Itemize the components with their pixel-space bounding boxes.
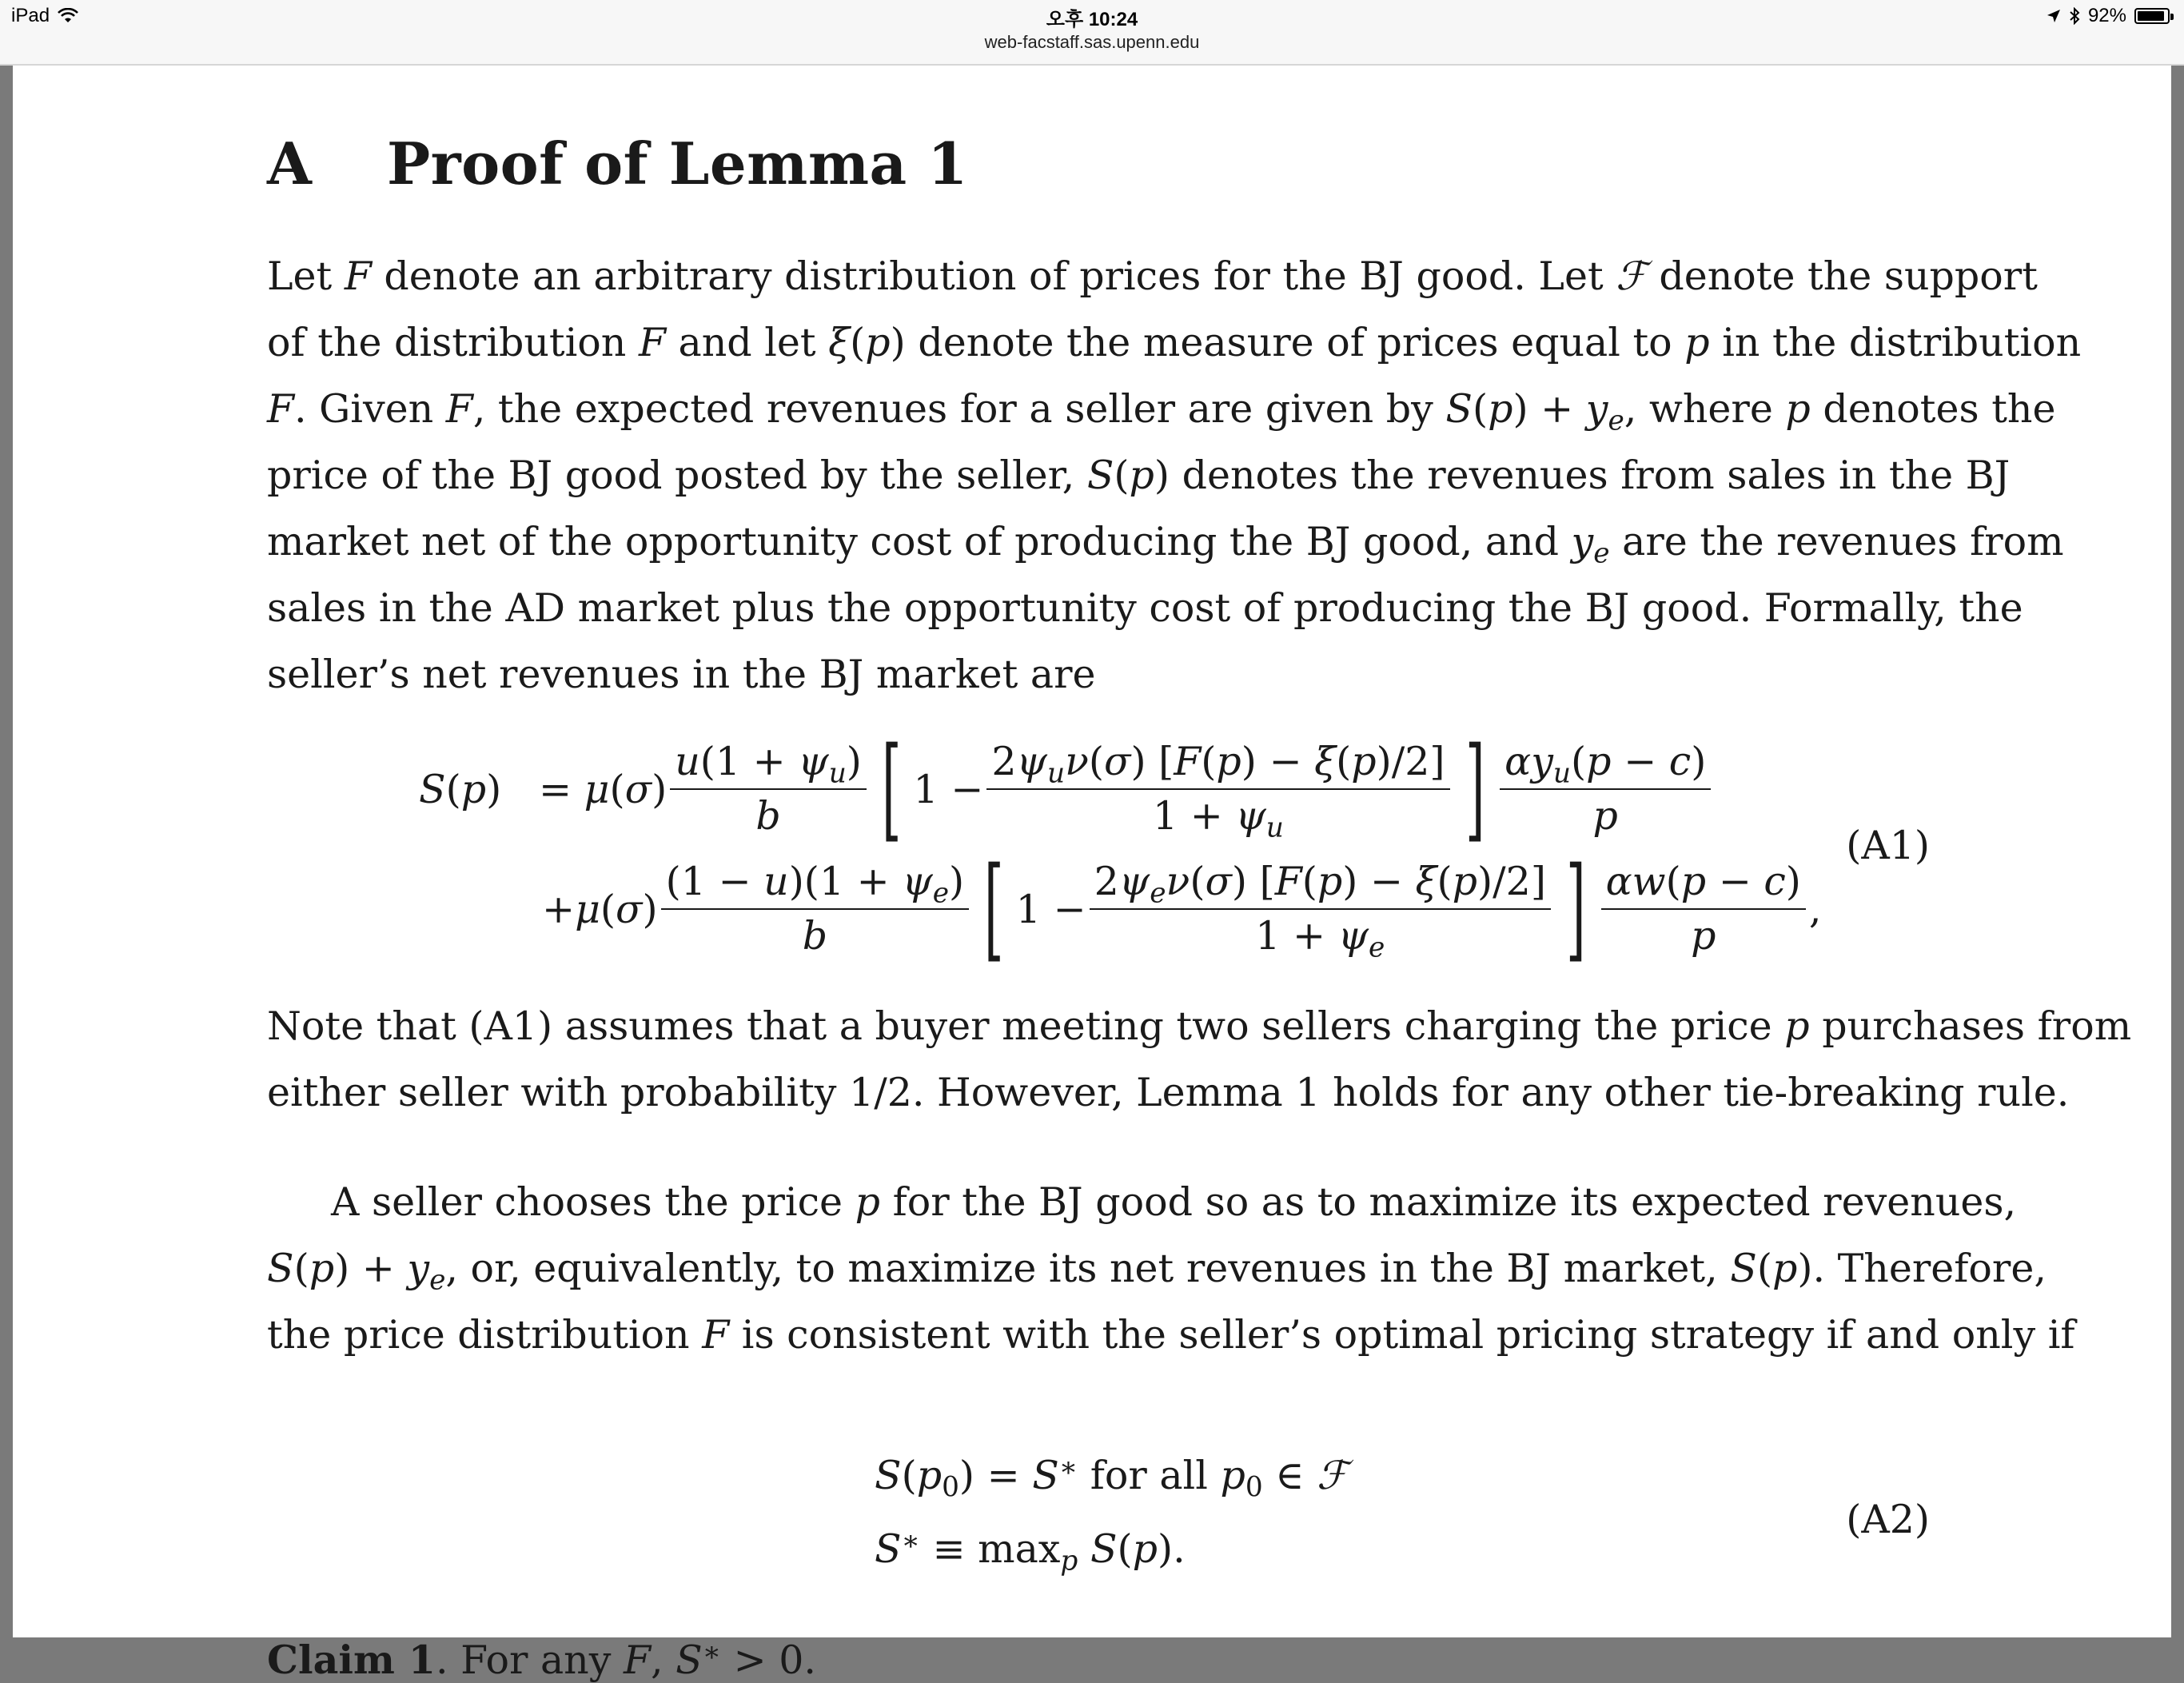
battery-level [2138,11,2164,21]
status-bar [0,0,2184,66]
equation-a1-row-2: +μ(σ) $\frac{(1 - u)(1 + \psi_e)}{b}$ [ 1 − $\frac{2\psi_e\nu(\sigma) [F(p) - \xi(p)/2]}{1 + \psi_e}$ ] $\frac{\alpha w(p - c)}{p}$ , [542,843,1822,974]
paragraph-note: Note that (A1) assumes that a buyer meeting two sellers charging the price p purchases from either seller with probability 1/2. However, Lemma 1 holds for any other tie-breaking rule. [267,1003,2132,1115]
paragraph-optimal-pricing: A seller chooses the price p for the BJ good so as to maximize its expected revenues, $S(p) + y_e$, or, equivalently, to maximize its net revenues in the BJ market, S(p). Therefore, the price distribution F is consistent with the seller’s optimal pricing strategy if and only if [267,1179,2075,1358]
section-heading [267,130,968,197]
equation-a2 [267,1453,1930,1597]
equation-a2-label: (A2) [1846,1497,1930,1542]
equation-a1-row-1: S(p) = μ(σ) $\frac{u(1 + \psi_u)}{b}$ [ 1 − $\frac{2\psi_u\nu(\sigma) [F(p) - \xi(p)/2]}{1 + \psi_u}$ ] $\frac{\alpha y_u(p - c)}{p}$ [419,733,1714,845]
status-right [2047,5,2170,27]
section-title: Proof of Lemma 1 [387,130,968,197]
clock: 오후 10:24 [1046,9,1138,30]
url-bar[interactable]: web-facstaff.sas.upenn.edu [984,32,1200,52]
location-arrow-icon [2047,9,2061,23]
battery-icon [2134,8,2170,24]
bluetooth-icon [2069,7,2080,25]
section-number: A [267,130,313,197]
device-name: iPad [11,5,50,26]
equation-a2-line-1: $S(p_0) = S^∗$ for all $p_0$ ∈ ℱ [875,1451,1348,1504]
paragraph-intro: Let F denote an arbitrary distribution of prices for the BJ good. Let ℱ denote the support of the distribution F and let ξ(p) denote the measure of prices equal to p in the distribution F. Given F, the expected revenues for a seller are given by $S(p) + y_e$, where p denotes the price of the BJ good posted by the seller, S(p) denotes the revenues from sales in the BJ market net of the opportunity cost of producing the BJ good, and $y_e$ are the revenues from sales in the AD market plus the opportunity cost of producing the BJ good. Formally, the seller’s net revenues in the BJ market are [267,253,2082,697]
claim-1 [267,1637,816,1683]
pdf-page[interactable] [13,66,2171,1683]
claim-text: . For any F, S∗ > 0. [435,1636,816,1683]
battery-percent: 92% [2087,5,2126,26]
equation-a2-line-2: $S^∗ \equiv \max_p S(p)$. [875,1525,1186,1577]
claim-label: Claim 1 [267,1637,436,1683]
equation-a1 [267,724,1930,974]
equation-a1-label: (A1) [1846,823,1930,868]
